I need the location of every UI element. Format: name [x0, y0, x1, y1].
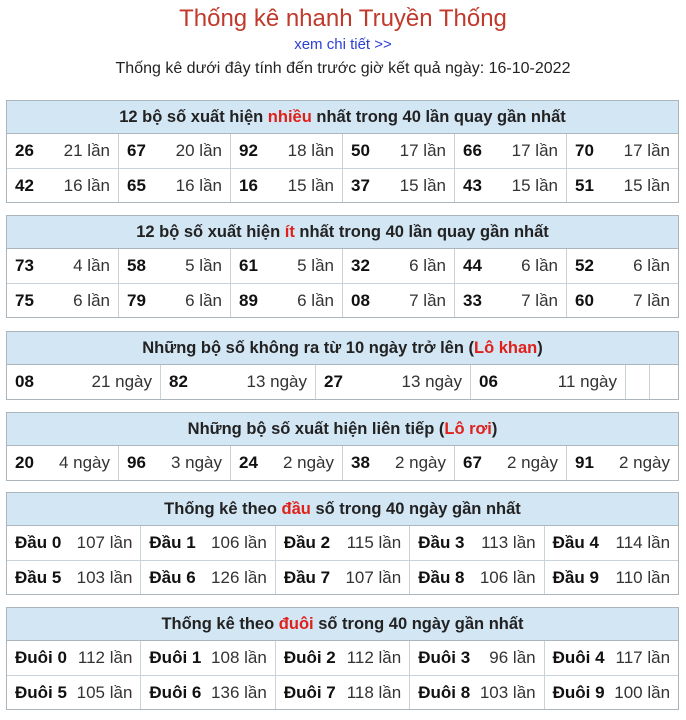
- stat-cell: Đầu 1 106 lần: [141, 526, 275, 560]
- number-cell: 91 2 ngày: [575, 453, 670, 472]
- number-cell: 37 15 lần: [343, 169, 455, 202]
- number-cell: 58 5 lần: [119, 249, 231, 283]
- detail-link[interactable]: xem chi tiết >>: [294, 36, 392, 53]
- section-heading: 12 bộ số xuất hiện nhiều nhất trong 40 lần quay gần nhất: [7, 101, 678, 134]
- stat-cell: Đuôi 3 96 lần: [410, 641, 544, 675]
- number-cell: 89 6 lần: [231, 284, 343, 317]
- number-cell: 60 7 lần: [575, 290, 670, 310]
- number-cell: 51 15 lần: [575, 175, 670, 195]
- number-cell: 20 4 ngày: [7, 446, 119, 480]
- number-cell: 61 5 lần: [231, 249, 343, 283]
- table-row: [7, 446, 678, 480]
- stat-cell: Đầu 5 103 lần: [7, 561, 141, 594]
- table-row: [7, 283, 678, 317]
- table-row: [7, 249, 678, 283]
- table-row: [7, 675, 678, 709]
- number-cell: 43 15 lần: [455, 169, 567, 202]
- table-row: [7, 641, 678, 675]
- stat-cell: Đầu 3 113 lần: [410, 526, 544, 560]
- least-frequent-section: [6, 215, 679, 318]
- empty-cell: [626, 365, 650, 399]
- stat-cell: Đầu 9 110 lần: [552, 567, 671, 587]
- number-cell: 26 21 lần: [7, 134, 119, 168]
- stat-cell: Đuôi 9 100 lần: [552, 682, 671, 702]
- table-row: [7, 365, 678, 399]
- table-row: [7, 134, 678, 168]
- page-subtitle: Thống kê dưới đây tính đến trước giờ kết quả ngày: 16-10-2022: [115, 60, 571, 77]
- stat-cell: Đuôi 4 117 lần: [552, 648, 671, 667]
- stat-cell: Đuôi 1 108 lần: [141, 641, 275, 675]
- stat-cell: Đuôi 5 105 lần: [7, 676, 141, 709]
- table-row: [7, 526, 678, 560]
- number-cell: 73 4 lần: [7, 249, 119, 283]
- number-cell: 08 7 lần: [343, 284, 455, 317]
- table-row: [7, 168, 678, 202]
- stat-cell: Đuôi 0 112 lần: [7, 641, 141, 675]
- duoi-section: [6, 607, 679, 710]
- section-heading: Những bộ số xuất hiện liên tiếp (Lô rơi): [7, 413, 678, 446]
- number-cell: 75 6 lần: [7, 284, 119, 317]
- number-cell: 96 3 ngày: [119, 446, 231, 480]
- stat-cell: Đầu 7 107 lần: [276, 561, 410, 594]
- section-heading: Thống kê theo đầu số trong 40 ngày gần nhất: [7, 493, 678, 526]
- stat-cell: Đầu 2 115 lần: [276, 526, 410, 560]
- stat-cell: Đuôi 7 118 lần: [276, 676, 410, 709]
- stat-cell: Đầu 4 114 lần: [552, 533, 671, 552]
- stat-cell: Đuôi 2 112 lần: [276, 641, 410, 675]
- number-cell: 50 17 lần: [343, 134, 455, 168]
- number-cell: 27 13 ngày: [316, 365, 471, 399]
- stat-cell: Đuôi 8 103 lần: [410, 676, 544, 709]
- number-cell: 79 6 lần: [119, 284, 231, 317]
- lo-khan-section: [6, 331, 679, 400]
- number-cell: 92 18 lần: [231, 134, 343, 168]
- section-heading: Thống kê theo đuôi số trong 40 ngày gần nhất: [7, 608, 678, 641]
- number-cell: 70 17 lần: [575, 141, 670, 160]
- empty-cell: [650, 365, 674, 399]
- section-heading: 12 bộ số xuất hiện ít nhất trong 40 lần quay gần nhất: [7, 216, 678, 249]
- stat-cell: Đầu 0 107 lần: [7, 526, 141, 560]
- number-cell: 82 13 ngày: [161, 365, 316, 399]
- number-cell: 67 2 ngày: [455, 446, 567, 480]
- number-cell: 42 16 lần: [7, 169, 119, 202]
- number-cell: 66 17 lần: [455, 134, 567, 168]
- dau-section: [6, 492, 679, 595]
- number-cell: 67 20 lần: [119, 134, 231, 168]
- page-title: Thống kê nhanh Truyền Thống: [179, 5, 507, 32]
- lo-roi-section: [6, 412, 679, 481]
- most-frequent-section: [6, 100, 679, 203]
- stat-cell: Đầu 6 126 lần: [141, 561, 275, 594]
- number-cell: 24 2 ngày: [231, 446, 343, 480]
- number-cell: 65 16 lần: [119, 169, 231, 202]
- stat-cell: Đuôi 6 136 lần: [141, 676, 275, 709]
- number-cell: 44 6 lần: [455, 249, 567, 283]
- table-row: [7, 560, 678, 594]
- number-cell: 16 15 lần: [231, 169, 343, 202]
- number-cell: 32 6 lần: [343, 249, 455, 283]
- stat-cell: Đầu 8 106 lần: [410, 561, 544, 594]
- number-cell: 38 2 ngày: [343, 446, 455, 480]
- number-cell: 52 6 lần: [575, 256, 670, 275]
- section-heading: Những bộ số không ra từ 10 ngày trở lên (Lô khan): [7, 332, 678, 365]
- number-cell: 08 21 ngày: [7, 365, 161, 399]
- number-cell: 06 11 ngày: [471, 365, 626, 399]
- number-cell: 33 7 lần: [455, 284, 567, 317]
